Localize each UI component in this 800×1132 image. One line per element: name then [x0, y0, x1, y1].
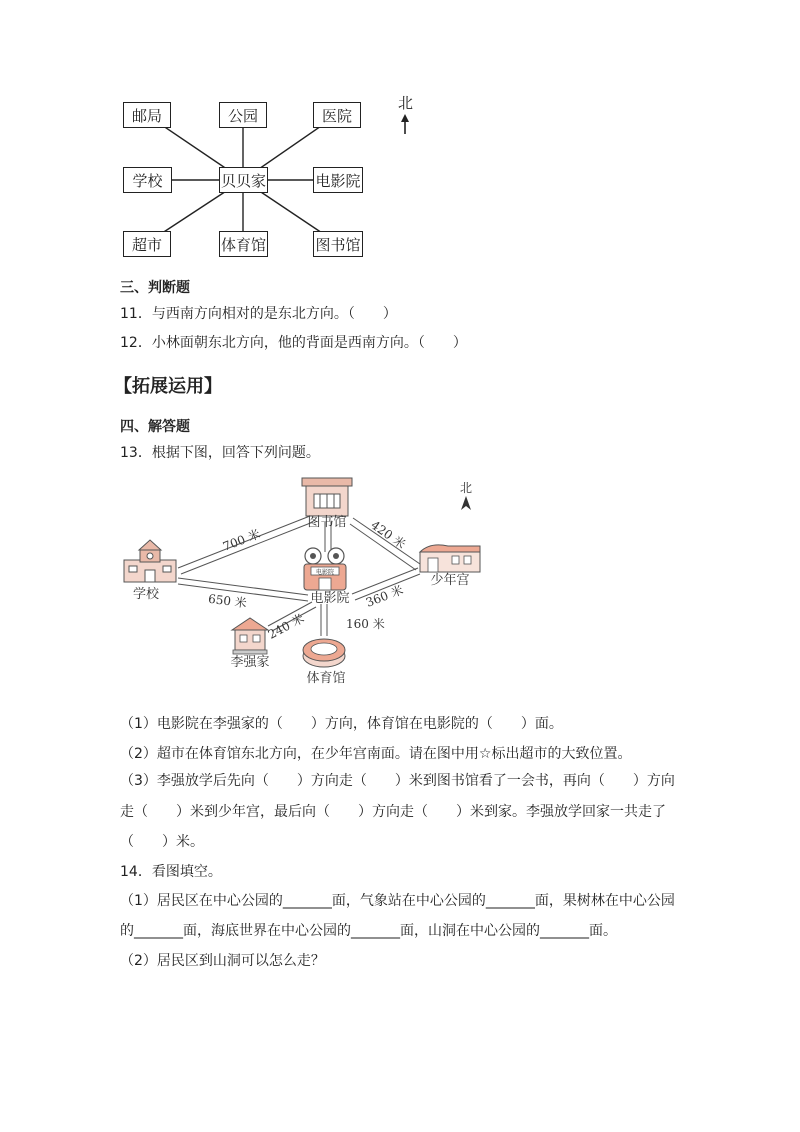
extension-heading: 【拓展运用】 — [114, 376, 222, 397]
box-stadium: 体育馆 — [219, 231, 268, 257]
dist-school-cinema: 650 米 — [207, 591, 248, 611]
q13-part1: （1）电影院在李强家的（ ）方向，体育馆在电影院的（ ）面。 — [120, 716, 563, 732]
liqiang-home-building-icon — [232, 618, 268, 654]
box-library: 图书馆 — [313, 231, 363, 257]
dist-cinema-stadium: 160 米 — [346, 617, 385, 631]
school-building-icon — [124, 540, 176, 582]
library-building-icon — [302, 478, 352, 516]
q14-part2: （2）居民区到山洞可以怎么走？ — [120, 953, 325, 969]
youth-palace-building-icon — [420, 545, 480, 572]
dist-home-cinema: 240 米 — [265, 611, 307, 642]
map-north-arrow-icon — [461, 496, 471, 510]
label-stadium: 体育馆 — [306, 671, 346, 686]
label-liqiang-home: 李强家 — [230, 655, 270, 670]
cinema-sign: 电影院 — [315, 569, 335, 576]
box-supermarket: 超市 — [123, 231, 171, 257]
label-youth-palace: 少年宫 — [430, 573, 470, 588]
box-post-office: 邮局 — [123, 102, 171, 128]
box-park: 公园 — [219, 102, 267, 128]
north-arrow-icon — [401, 114, 409, 134]
direction-diagram-lines — [0, 0, 800, 280]
q13-part3-line3: （ ）米。 — [120, 834, 204, 850]
dist-cinema-youth: 360 米 — [363, 582, 406, 610]
map-north-label: 北 — [459, 481, 473, 495]
question-12: 12．小林面朝东北方向，他的背面是西南方向。（ ） — [120, 335, 467, 351]
box-hospital: 医院 — [313, 102, 361, 128]
label-library: 图书馆 — [307, 515, 347, 530]
north-label: 北 — [398, 94, 414, 112]
stadium-building-icon — [303, 639, 345, 667]
box-cinema: 电影院 — [313, 167, 363, 193]
box-beibei-home: 贝贝家 — [219, 167, 268, 193]
q14-part1-line2: 的_______面，海底世界在中心公园的_______面，山洞在中心公园的_______面。 — [120, 923, 617, 939]
section3-heading: 三、判断题 — [120, 280, 190, 296]
label-school: 学校 — [132, 587, 160, 602]
q13-part3-line1: （3）李强放学后先向（ ）方向走（ ）米到图书馆看了一会书，再向（ ）方向 — [120, 773, 675, 789]
box-school: 学校 — [123, 167, 172, 193]
question-11: 11．与西南方向相对的是东北方向。（ ） — [120, 306, 397, 322]
label-cinema: 电影院 — [310, 591, 350, 606]
cinema-building-icon — [304, 548, 346, 590]
dist-school-library: 700 米 — [220, 526, 263, 554]
section4-heading: 四、解答题 — [120, 419, 190, 435]
route-map — [0, 470, 800, 695]
dist-library-youth: 420 米 — [368, 517, 409, 552]
q14-part1-line1: （1）居民区在中心公园的_______面，气象站在中心公园的_______面，果树林在中心公园 — [120, 893, 675, 909]
question-13: 13．根据下图，回答下列问题。 — [120, 445, 320, 461]
q13-part2: （2）超市在体育馆东北方向，在少年宫南面。请在图中用☆标出超市的大致位置。 — [120, 746, 632, 762]
q13-part3-line2: 走（ ）米到少年宫，最后向（ ）方向走（ ）米到家。李强放学回家一共走了 — [120, 804, 666, 820]
question-14: 14．看图填空。 — [120, 864, 222, 880]
